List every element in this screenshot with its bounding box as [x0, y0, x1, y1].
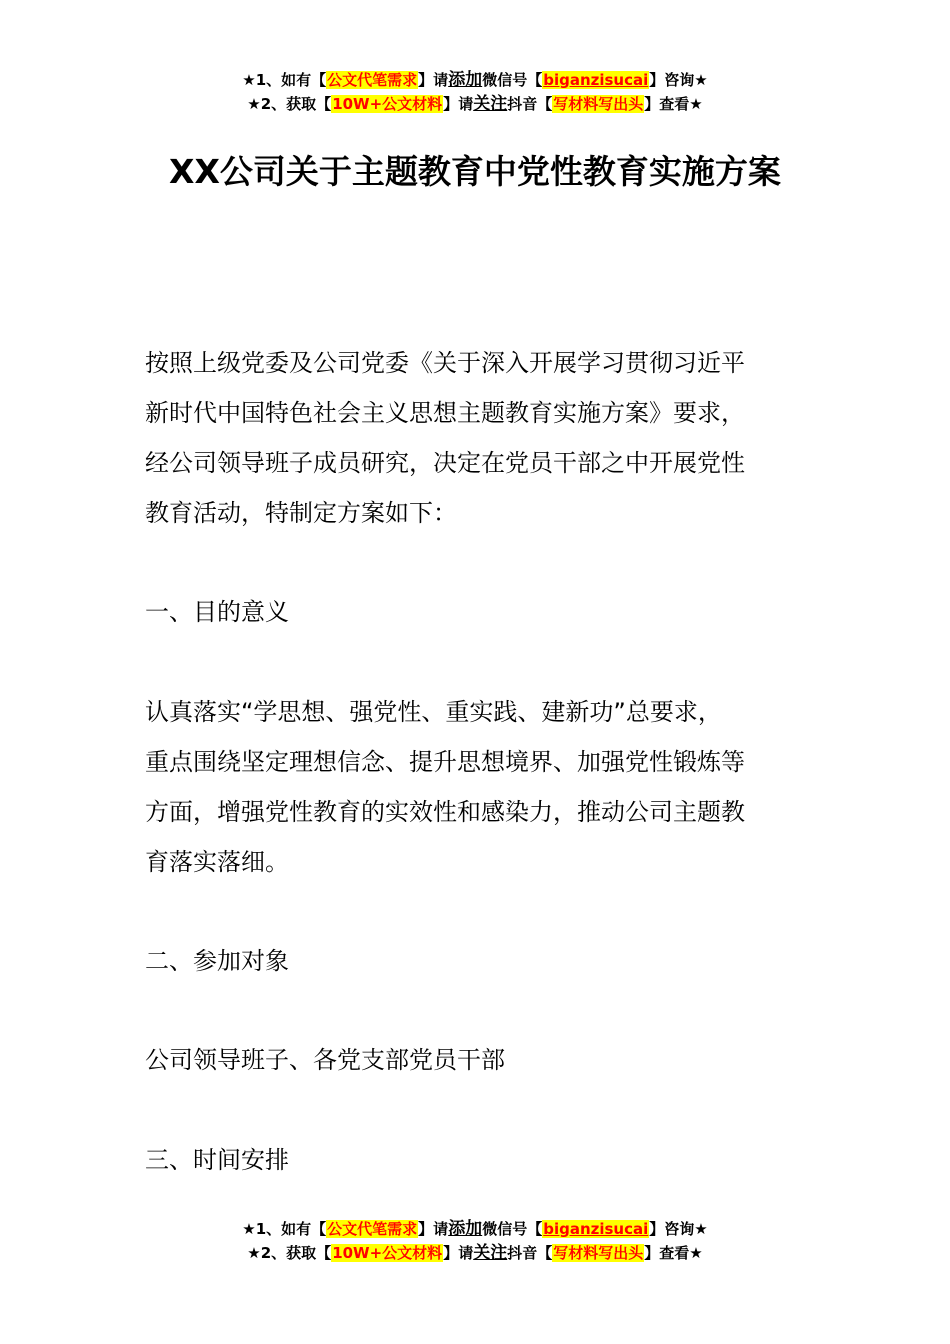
banner-line-1: [0, 68, 950, 92]
banner-text: ★1、如有【: [242, 1220, 327, 1238]
banner-text: ★1、如有【: [242, 71, 327, 89]
intro-paragraph: [145, 338, 810, 538]
banner-line-2: [0, 92, 950, 116]
banner-text: ★2、获取【: [247, 1244, 332, 1262]
banner-emphasis: 关注: [473, 1243, 508, 1263]
banner-text: 】请: [443, 1244, 474, 1262]
highlight-materials: 10W+公文材料: [332, 1244, 443, 1262]
paragraph-line: 新时代中国特色社会主义思想主题教育实施方案》要求，: [145, 399, 745, 427]
paragraph-line: 方面，增强党性教育的实效性和感染力，推动公司主题教: [145, 798, 745, 826]
paragraph-line: 按照上级党委及公司党委《关于深入开展学习贯彻习近平: [145, 349, 745, 377]
banner-text: 微信号【: [482, 1220, 543, 1238]
banner-text: 】咨询★: [649, 71, 708, 89]
section-1-paragraph: [145, 687, 810, 887]
paragraph-line: 认真落实“学思想、强党性、重实践、建新功”总要求，: [145, 698, 722, 726]
banner-text: 抖音【: [507, 1244, 553, 1262]
section-2-text: 公司领导班子、各党支部党员干部: [145, 1046, 505, 1074]
douyin-id-highlight: 写材料写出头: [553, 1244, 644, 1262]
wechat-id-highlight: biganzisucai: [543, 1220, 649, 1238]
wechat-id-highlight: biganzisucai: [543, 71, 649, 89]
banner-emphasis: 添加: [448, 1219, 483, 1239]
paragraph-line: 重点围绕坚定理想信念、提升思想境界、加强党性锻炼等: [145, 748, 745, 776]
bottom-banner: [0, 1217, 950, 1265]
douyin-id-highlight: 写材料写出头: [553, 95, 644, 113]
banner-text: ★2、获取【: [247, 95, 332, 113]
banner-emphasis: 关注: [473, 94, 508, 114]
paragraph-line: 育落实落细。: [145, 848, 289, 876]
banner-text: 】请: [418, 71, 449, 89]
highlight-ghostwriting: 公文代笔需求: [327, 1220, 418, 1238]
paragraph-line: 教育活动，特制定方案如下：: [145, 499, 457, 527]
banner-text: 】咨询★: [649, 1220, 708, 1238]
banner-text: 】查看★: [644, 95, 703, 113]
section-heading-participants: 二、参加对象: [145, 947, 289, 975]
banner-text: 抖音【: [507, 95, 553, 113]
banner-text: 微信号【: [482, 71, 543, 89]
paragraph-line: 经公司领导班子成员研究，决定在党员干部之中开展党性: [145, 449, 745, 477]
banner-text: 】请: [418, 1220, 449, 1238]
banner-emphasis: 添加: [448, 70, 483, 90]
banner-text: 】请: [443, 95, 474, 113]
highlight-ghostwriting: 公文代笔需求: [327, 71, 418, 89]
highlight-materials: 10W+公文材料: [332, 95, 443, 113]
top-banner: [0, 68, 950, 116]
document-title: XX公司关于主题教育中党性教育实施方案: [169, 152, 781, 191]
banner-text: 】查看★: [644, 1244, 703, 1262]
banner-line-1: [0, 1217, 950, 1241]
section-heading-purpose: 一、目的意义: [145, 598, 289, 626]
section-heading-schedule: 三、时间安排: [145, 1146, 289, 1174]
banner-line-2: [0, 1241, 950, 1265]
